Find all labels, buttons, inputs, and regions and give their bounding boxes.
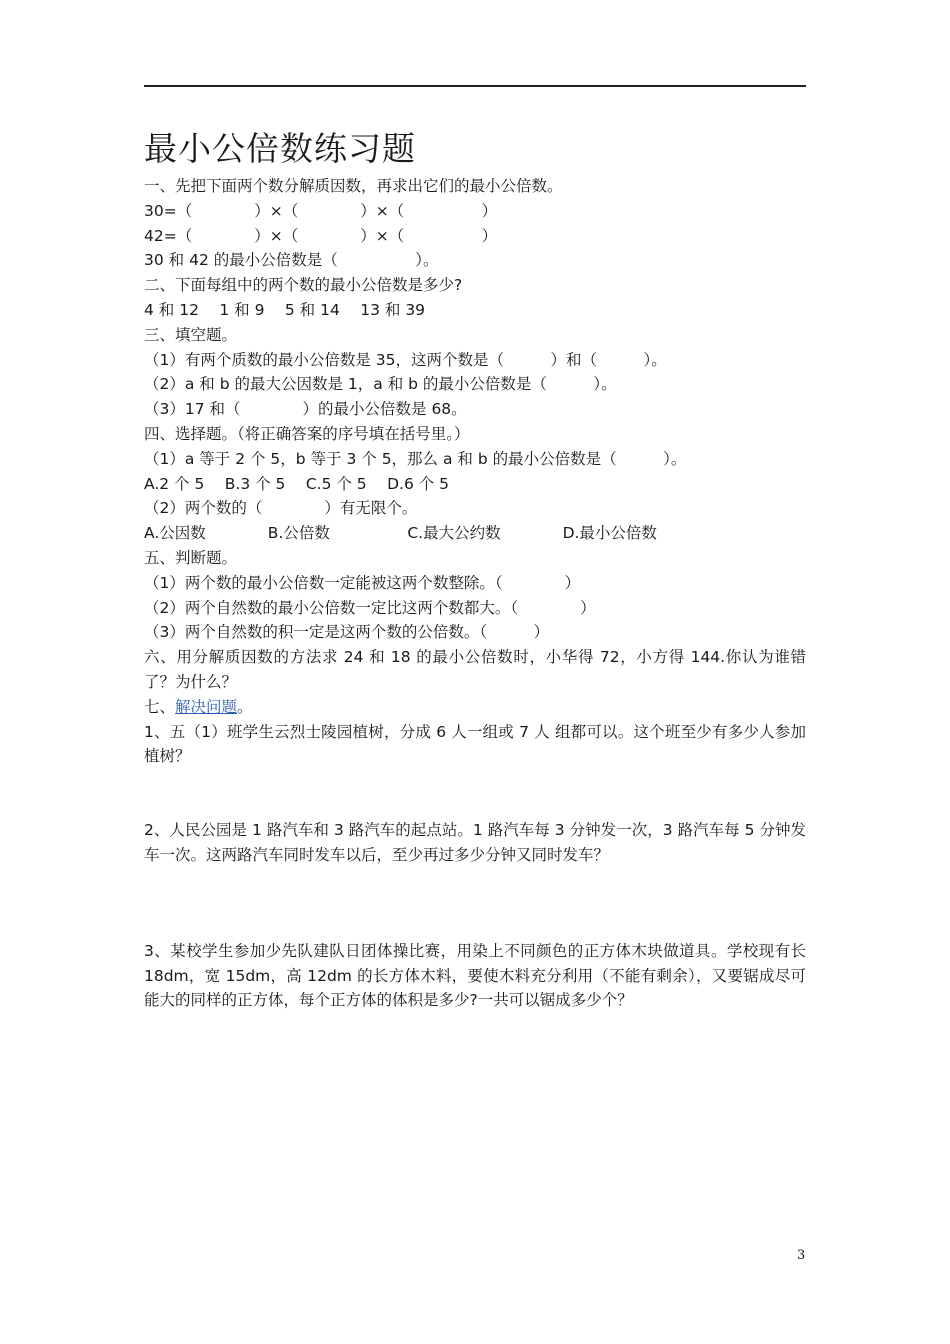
problem-3: 3、某校学生参加少先队建队日团体操比赛，用染上不同颜色的正方体木块做道具。学校现有长 18dm，宽 15dm，高 12dm 的长方体木料，要使木料充分利用（不能有剩余），又要锯成尽可能大的同样的正方体，每个正方体的体积是多少?一共可以锯成多少个？ [144,941,806,1010]
section3-q2: （2）a 和 b 的最大公因数是 1，a 和 b 的最小公倍数是（ ）。 [144,375,617,394]
section5-q1: （1）两个数的最小公倍数一定能被这两个数整除。（ ） [144,573,581,592]
page-number: 3 [797,1248,806,1263]
answer-space-2 [144,868,806,939]
section5-q3: （3）两个自然数的积一定是这两个数的公倍数。（ ） [144,623,550,642]
section5-q2: （2）两个自然数的最小公倍数一定比这两个数都大。（ ） [144,598,596,617]
section5-heading: 五、判断题。 [144,548,238,567]
document-body [144,174,806,1013]
solve-problems-link[interactable]: 解决问题 [175,697,238,716]
section2-heading: 二、下面每组中的两个数的最小公倍数是多少? [144,276,463,295]
section4-q1: （1）a 等于 2 个 5，b 等于 3 个 5，那么 a 和 b 的最小公倍数是（ ）。 [144,449,687,468]
problem-1: 1、五（1）班学生云烈士陵园植树，分成 6 人一组或 7 人 组都可以。这个班至少有多少人参加植树？ [144,722,806,766]
section4-heading: 四、选择题。（将正确答案的序号填在括号里。） [144,424,470,443]
answer-space-1 [144,769,806,818]
section1-line3: 30 和 42 的最小公倍数是（ ）。 [144,251,439,270]
section7-suffix: 。 [237,697,253,716]
section7-heading [144,695,806,720]
section4-q2-options: A.公因数 B.公倍数 C.最大公约数 D.最小公倍数 [144,524,657,543]
section3-q1: （1）有两个质数的最小公倍数是 35，这两个数是（ ）和（ ）。 [144,350,667,369]
section1-line2: 42=（ ）×（ ）×（ ） [144,226,498,245]
section2-line1: 4 和 12 1 和 9 5 和 14 13 和 39 [144,300,426,319]
problem-2: 2、人民公园是 1 路汽车和 3 路汽车的起点站。1 路汽车每 3 分钟发一次，3 路汽车每 5 分钟发车一次。这两路汽车同时发车以后，至少再过多少分钟又同时发车？ [144,821,806,864]
document-title: 最小公倍数练习题 [144,129,416,168]
section3-q3: （3）17 和（ ）的最小公倍数是 68。 [144,400,467,419]
section3-heading: 三、填空题。 [144,325,238,344]
header-rule [144,85,806,87]
section4-q2: （2）两个数的（ ）有无限个。 [144,499,418,518]
section1-line1: 30=（ ）×（ ）×（ ） [144,201,498,220]
section7-prefix: 七、 [144,697,176,716]
section4-q1-options: A.2 个 5 B.3 个 5 C.5 个 5 D.6 个 5 [144,474,450,493]
section1-heading: 一、先把下面两个数分解质因数，再求出它们的最小公倍数。 [144,177,563,195]
section6-text: 六、用分解质因数的方法求 24 和 18 的最小公倍数时，小华得 72，小方得 144.你认为谁错了？为什么？ [144,648,806,691]
